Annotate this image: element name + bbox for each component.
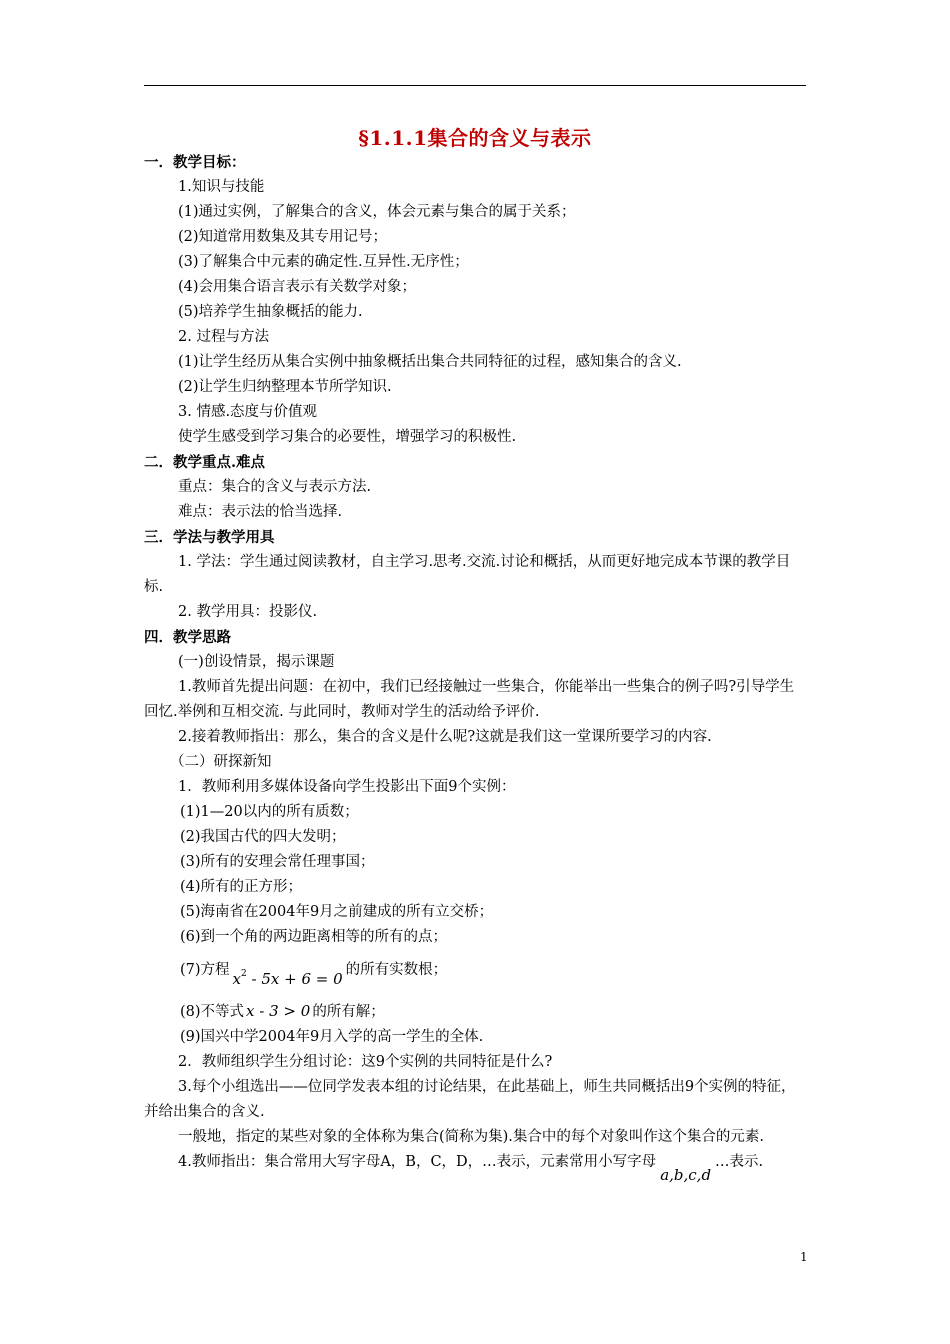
example-item: (3)所有的安理会常任理事国； <box>180 854 375 870</box>
subsection-heading: 2. 过程与方法 <box>178 329 269 345</box>
formula-variable: x <box>232 970 242 988</box>
section-heading-1: 一．教学目标： <box>144 154 246 171</box>
paragraph: 1.教师首先提出问题：在初中，我们已经接触过一些集合，你能举出一些集合的例子吗?引导学生回忆.举例和互相交流. 与此同时，教师对学生的活动给予评价. <box>144 679 795 720</box>
example-item-inequality <box>144 999 806 1025</box>
list-item: (5)培养学生抽象概括的能力. <box>178 304 363 320</box>
example-item: (6)到一个角的两边距离相等的所有的点； <box>180 929 448 945</box>
example-text: (8)不等式 <box>180 1004 245 1020</box>
page-title: §1.1.1集合的含义与表示 <box>358 126 592 150</box>
list-item: (1)让学生经历从集合实例中抽象概括出集合共同特征的过程，感知集合的含义. <box>178 354 682 370</box>
subsection-heading: (一)创设情景，揭示课题 <box>178 654 335 670</box>
paragraph-text: …表示. <box>715 1154 764 1170</box>
inequality-formula: x - 3 > 0 <box>246 1002 311 1020</box>
formula-rest: - 5x + 6 = 0 <box>246 970 343 988</box>
list-item: (3)了解集合中元素的确定性.互异性.无序性； <box>178 254 469 270</box>
example-text: 的所有解； <box>312 1004 385 1020</box>
header-rule <box>144 85 806 86</box>
paragraph: 3.每个小组选出——位同学发表本组的讨论结果，在此基础上，师生共同概括出9个实例的特征，并给出集合的含义. <box>144 1079 796 1120</box>
section-heading-2: 二．教学重点.难点 <box>144 454 266 471</box>
example-item: (1)1—20以内的所有质数； <box>180 804 359 820</box>
paragraph: 2. 教学用具：投影仪. <box>178 604 318 620</box>
section-heading-4: 四．教学思路 <box>144 629 231 646</box>
paragraph: 2．教师组织学生分组讨论：这9个实例的共同特征是什么? <box>178 1054 553 1070</box>
paragraph: 使学生感受到学习集合的必要性，增强学习的积极性. <box>178 429 517 445</box>
paragraph: 一般地，指定的某些对象的全体称为集合(简称为集).集合中的每个对象叫作这个集合的元素. <box>178 1129 765 1145</box>
paragraph-text: 4.教师指出：集合常用大写字母A，B，C，D，…表示，元素常用小写字母 <box>178 1154 657 1170</box>
section-heading-3: 三．学法与教学用具 <box>144 529 275 546</box>
paragraph: 难点：表示法的恰当选择. <box>178 504 343 520</box>
paragraph: 2.接着教师指出：那么，集合的含义是什么呢?这就是我们这一堂课所要学习的内容. <box>178 729 712 745</box>
letters-formula: a,b,c,d <box>660 1166 712 1184</box>
page-number: 1 <box>800 1250 808 1264</box>
formula-exponent: 2 <box>241 969 247 979</box>
paragraph-letters <box>144 1150 806 1188</box>
subsection-heading: （二）研探新知 <box>170 754 272 770</box>
subsection-heading: 3. 情感.态度与价值观 <box>178 404 318 420</box>
list-item: (1)通过实例，了解集合的含义，体会元素与集合的属于关系； <box>178 204 576 220</box>
list-item: (4)会用集合语言表示有关数学对象； <box>178 279 417 295</box>
example-item-equation <box>144 950 806 999</box>
paragraph: 1．教师利用多媒体设备向学生投影出下面9个实例： <box>178 779 516 795</box>
list-item: (2)知道常用数集及其专用记号； <box>178 229 388 245</box>
example-text: 的所有实数根； <box>345 962 448 978</box>
document-body <box>144 150 806 1188</box>
paragraph: 1. 学法：学生通过阅读教材，自主学习.思考.交流.讨论和概括，从而更好地完成本节课的教学目标. <box>144 554 791 595</box>
paragraph: 重点：集合的含义与表示方法. <box>178 479 372 495</box>
example-item: (2)我国古代的四大发明； <box>180 829 346 845</box>
example-text: (7)方程 <box>180 962 230 978</box>
list-item: (2)让学生归纳整理本节所学知识. <box>178 379 392 395</box>
example-item: (4)所有的正方形； <box>180 879 303 895</box>
subsection-heading: 1.知识与技能 <box>178 179 265 195</box>
example-item: (5)海南省在2004年9月之前建成的所有立交桥； <box>180 904 494 920</box>
equation-formula <box>230 954 346 999</box>
example-item: (9)国兴中学2004年9月入学的高一学生的全体. <box>180 1029 484 1045</box>
